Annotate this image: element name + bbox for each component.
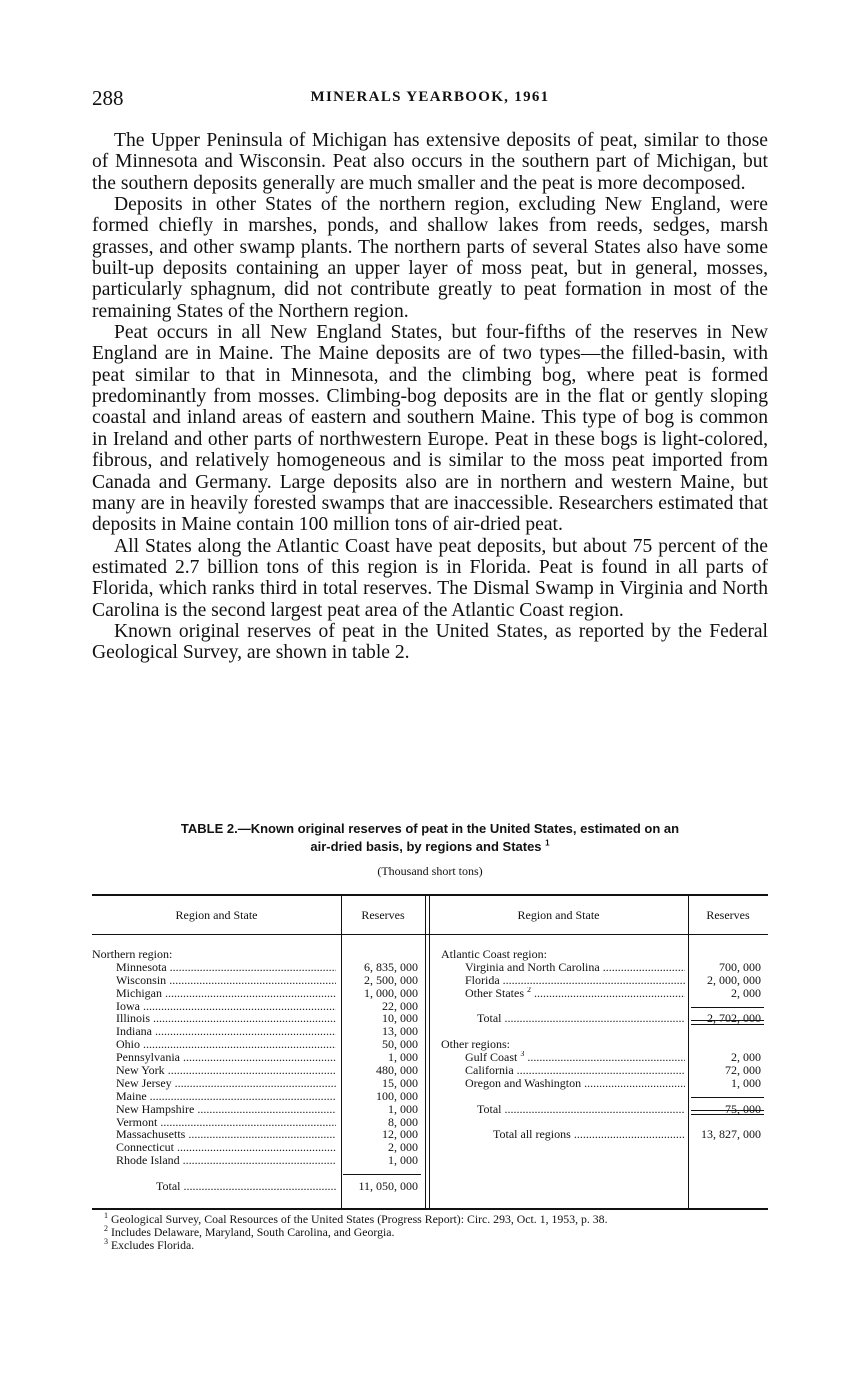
paragraph: The Upper Peninsula of Michigan has extensive deposits of peat, similar to those of Minnesota and Wisconsin. Peat also occurs in the southern part of Michigan, but the southern deposits generally are much smaller and the peat is more decomposed. <box>92 130 768 194</box>
running-head <box>92 86 768 110</box>
table-row <box>429 987 768 1000</box>
table-row <box>429 948 768 961</box>
reserves-value: 2, 000, 000 <box>707 972 761 987</box>
table-row <box>92 987 425 1000</box>
column-header-region: Region and State <box>175 908 258 922</box>
table-row <box>429 1064 768 1077</box>
paragraph: Peat occurs in all New England States, but four-fifths of the reserves in New England are in Maine. The Maine deposits are of two types—the filled-basin, with peat similar to that in Minnesota, and the climbing bog, where peat is formed predominantly from mosses. Climbing-bog deposits are in the flat or gently sloping coastal and inland areas of eastern and southern Maine. This type of bog is common in Ireland and other parts of northwestern Europe. Peat in these bogs is light-colored, fibrous, and relatively homogeneous and is similar to the moss peat imported from Canada and Germany. Large deposits also are in northern and western Maine, but many are in heavily forested swamps that are inaccessible. Researchers estimated that deposits in Maine contain 100 million tons of air-dried peat. <box>92 322 768 536</box>
table-row <box>429 1077 768 1090</box>
table-row <box>92 1064 425 1077</box>
state-name: Oregon and Washington ..... <box>465 1077 685 1090</box>
table-row <box>92 1077 425 1090</box>
table-unit: (Thousand short tons) <box>377 864 483 878</box>
region-group-label: Northern region: <box>92 948 173 961</box>
state-name: Virginia and North Carolina ..... <box>465 961 685 974</box>
state-name: Iowa ..... <box>116 1000 336 1013</box>
state-name: Rhode Island ..... <box>116 1154 336 1167</box>
reserves-value: 50, 000 <box>382 1037 418 1052</box>
page-number: 288 <box>92 86 124 110</box>
paragraph: Deposits in other States of the northern region, excluding New England, were formed chiefly in marshes, ponds, and shallow lakes from reeds, sedges, marsh grasses, and other swamp plants. The northern parts of several States also have some built-up deposits containing an upper layer of moss peat, but in general, mosses, particularly sphagnum, did not contribute greatly to peat formation in most of the remaining States of the Northern region. <box>92 194 768 322</box>
state-name: Minnesota ..... <box>116 961 336 974</box>
footnote-text: Geological Survey, Coal Resources of the United States (Progress Report): Circ. 293, Oct. 1, 1953, p. 38. <box>110 1212 608 1226</box>
reserves-value: 100, 000 <box>376 1088 418 1103</box>
header-rule <box>92 934 768 935</box>
reserves-table <box>92 894 768 1210</box>
reserves-value: 2, 000 <box>731 985 761 1000</box>
footnote-text: Includes Delaware, Maryland, South Carolina, and Georgia. <box>110 1225 395 1240</box>
region-group-label: Atlantic Coast region: <box>441 948 547 961</box>
column-header-region: Region and State <box>517 908 600 922</box>
footnote <box>104 1226 768 1239</box>
footnote-text: Excludes Florida. <box>110 1238 195 1253</box>
table-row <box>92 1025 425 1038</box>
total-label: Total ..... <box>477 1012 685 1025</box>
state-name: Connecticut ..... <box>116 1141 336 1154</box>
table-row <box>429 1051 768 1064</box>
reserves-value: 1, 000 <box>388 1050 418 1065</box>
grand-total-value: 13, 827, 000 <box>701 1127 761 1142</box>
table-row <box>92 1128 425 1141</box>
table-row <box>92 974 425 987</box>
reserves-value: 6, 835, 000 <box>364 959 418 974</box>
reserves-value: 2, 000 <box>388 1140 418 1155</box>
total-label: Total ..... <box>156 1180 336 1193</box>
paragraph: All States along the Atlantic Coast have peat deposits, but about 75 percent of the estimated 2.7 billion tons of this region is in Florida. Peat is found in all parts of Florida, which ranks third in total reserves. The Dismal Swamp in Virginia and North Carolina is the second largest peat area of the Atlantic Coast region. <box>92 535 768 621</box>
total-double-rule <box>691 1020 764 1025</box>
column-header-reserves: Reserves <box>361 908 405 922</box>
state-name <box>465 1051 685 1064</box>
reserves-value: 1, 000 <box>388 1153 418 1168</box>
reserves-value: 2, 000 <box>731 1050 761 1065</box>
table-row <box>429 961 768 974</box>
table-row <box>429 974 768 987</box>
region-group-label: Other regions: <box>441 1038 510 1052</box>
footnotes <box>104 1213 768 1253</box>
reserves-value: 22, 000 <box>382 998 418 1013</box>
total-rule <box>691 1097 764 1098</box>
reserves-value: 1, 000, 000 <box>364 985 418 1000</box>
running-title: MINERALS YEARBOOK, 1961 <box>310 89 550 105</box>
grand-total-label: Total all regions ..... <box>493 1128 685 1141</box>
total-row <box>92 1180 425 1193</box>
state-name: Pennsylvania ..... <box>116 1051 336 1064</box>
state-name: Illinois ..... <box>116 1012 336 1025</box>
state-name: New Jersey ..... <box>116 1077 336 1090</box>
total-rule <box>691 1007 764 1008</box>
total-value: 75, 000 <box>725 1101 761 1116</box>
footnote <box>104 1239 768 1252</box>
table-row <box>92 1000 425 1013</box>
state-name: Michigan ..... <box>116 987 336 1000</box>
paragraph: Known original reserves of peat in the United States, as reported by the Federal Geological Survey, are shown in table 2. <box>92 620 768 664</box>
row-spacer <box>429 1025 768 1038</box>
state-name: Massachusetts ..... <box>116 1128 336 1141</box>
table-row <box>92 1141 425 1154</box>
table-caption-line <box>92 838 768 856</box>
state-name-text: Gulf Coast <box>465 1051 518 1065</box>
footnote-marker: 3 <box>104 1237 108 1247</box>
reserves-value: 13, 000 <box>382 1024 418 1039</box>
reserves-value: 12, 000 <box>382 1127 418 1142</box>
total-double-rule <box>691 1110 764 1115</box>
table-row <box>92 961 425 974</box>
total-value: 2, 702, 000 <box>707 1011 761 1026</box>
footnote-marker: 2 <box>527 986 531 994</box>
footnote-marker: 1 <box>545 838 550 848</box>
state-name: Indiana ..... <box>116 1025 336 1038</box>
reserves-value: 1, 000 <box>731 1075 761 1090</box>
footnote-marker: 2 <box>104 1224 108 1234</box>
footnote-marker: 3 <box>520 1051 525 1059</box>
reserves-value: 8, 000 <box>388 1114 418 1129</box>
column-header-reserves: Reserves <box>706 908 750 922</box>
total-value: 11, 050, 000 <box>358 1179 418 1194</box>
reserves-value: 72, 000 <box>725 1063 761 1078</box>
reserves-value: 700, 000 <box>719 959 761 974</box>
body-text <box>92 130 768 664</box>
table-row <box>92 1090 425 1103</box>
table-row <box>92 1038 425 1051</box>
total-rule <box>343 1174 421 1175</box>
table-caption <box>92 820 768 856</box>
table-row <box>92 1116 425 1129</box>
state-name: Florida ..... <box>465 974 685 987</box>
state-name: Maine ..... <box>116 1090 336 1103</box>
grand-total-row <box>429 1128 768 1141</box>
reserves-value: 10, 000 <box>382 1011 418 1026</box>
table-row <box>92 1103 425 1116</box>
total-label: Total ..... <box>477 1103 685 1116</box>
state-name: California ..... <box>465 1064 685 1077</box>
footnote-marker: 1 <box>104 1211 108 1221</box>
table-row <box>92 1154 425 1167</box>
table-caption-line: TABLE 2.—Known original reserves of peat in the United States, estimated on an <box>180 821 680 836</box>
reserves-value: 1, 000 <box>388 1101 418 1116</box>
state-name: New York ..... <box>116 1064 336 1077</box>
column-divider <box>425 896 426 1208</box>
left-rows <box>92 948 425 1193</box>
state-name-text: Other States <box>465 986 524 1000</box>
state-name: Ohio ..... <box>116 1038 336 1051</box>
reserves-value: 480, 000 <box>376 1063 418 1078</box>
reserves-value: 15, 000 <box>382 1075 418 1090</box>
state-name <box>465 987 685 1000</box>
state-name: Vermont ..... <box>116 1116 336 1129</box>
state-name: New Hampshire ..... <box>116 1103 336 1116</box>
reserves-value: 2, 500, 000 <box>364 972 418 987</box>
table-row <box>429 1038 768 1051</box>
state-name: Wisconsin ..... <box>116 974 336 987</box>
table-row <box>92 1012 425 1025</box>
table-row <box>92 948 425 961</box>
table-caption-text: air-dried basis, by regions and States <box>310 839 542 854</box>
